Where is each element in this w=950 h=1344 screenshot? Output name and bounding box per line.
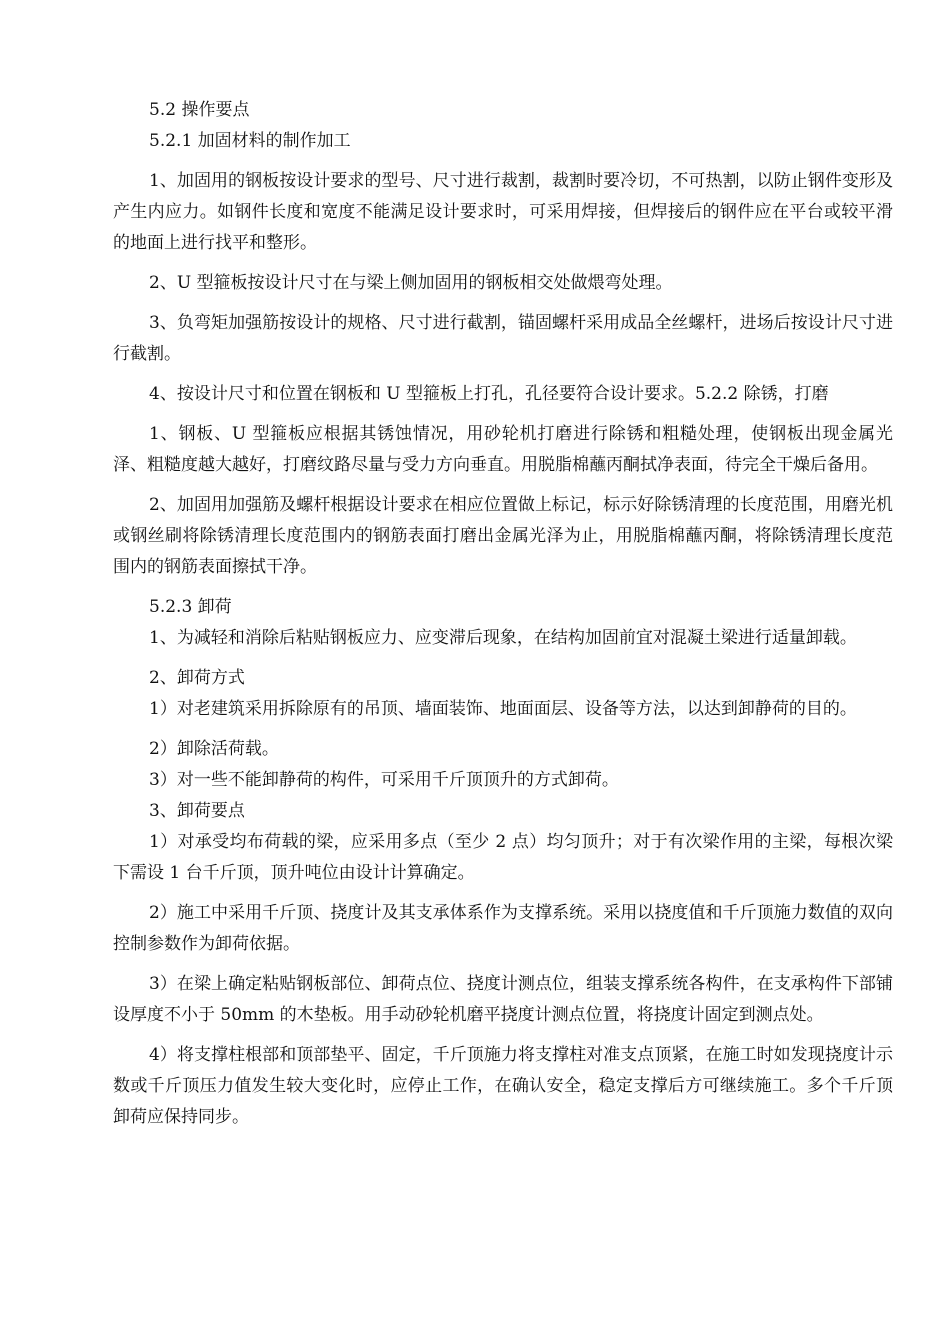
- paragraph: 3、负弯矩加强筋按设计的规格、尺寸进行截割，锚固螺杆采用成品全丝螺杆，进场后按设计尺寸进行截割。: [113, 313, 893, 364]
- paragraph: 2、加固用加强筋及螺杆根据设计要求在相应位置做上标记，标示好除锈清理的长度范围，用磨光机或钢丝刷将除锈清理长度范围内的钢筋表面打磨出金属光泽为止，用脱脂棉蘸丙酮，将除锈清理长度范围内的钢筋表面擦拭干净。: [113, 495, 893, 577]
- paragraph: 1）对老建筑采用拆除原有的吊顶、墙面装饰、地面面层、设备等方法，以达到卸静荷的目的。: [149, 699, 857, 719]
- paragraph: 2、U 型箍板按设计尺寸在与梁上侧加固用的钢板相交处做煨弯处理。: [149, 273, 673, 293]
- paragraph: 2）施工中采用千斤顶、挠度计及其支承体系作为支撑系统。采用以挠度值和千斤顶施力数值的双向控制参数作为卸荷依据。: [113, 903, 893, 954]
- paragraph: 4）将支撑柱根部和顶部垫平、固定，千斤顶施力将支撑柱对准支点顶紧，在施工时如发现挠度计示数或千斤顶压力值发生较大变化时，应停止工作，在确认安全，稳定支撑后方可继续施工。多个千斤顶卸荷应保持同步。: [113, 1045, 893, 1127]
- paragraph: 4、按设计尺寸和位置在钢板和 U 型箍板上打孔，孔径要符合设计要求。5.2.2 除锈，打磨: [149, 384, 829, 404]
- subsection-heading: 5.2.1 加固材料的制作加工: [149, 131, 351, 151]
- paragraph: 3）在梁上确定粘贴钢板部位、卸荷点位、挠度计测点位，组装支撑系统各构件，在支承构件下部铺设厚度不小于 50mm 的木垫板。用手动砂轮机磨平挠度计测点位置，将挠度计固定到测点处。: [113, 974, 893, 1025]
- paragraph: 3、卸荷要点: [149, 801, 245, 821]
- paragraph: 3）对一些不能卸静荷的构件，可采用千斤顶顶升的方式卸荷。: [149, 770, 619, 790]
- subsection-heading: 5.2.3 卸荷: [149, 597, 232, 617]
- section-heading: 5.2 操作要点: [149, 100, 250, 120]
- paragraph: 2）卸除活荷载。: [149, 739, 279, 759]
- paragraph: 1）对承受均布荷载的梁，应采用多点（至少 2 点）均匀顶升；对于有次梁作用的主梁，每根次梁下需设 1 台千斤顶，顶升吨位由设计计算确定。: [113, 832, 893, 883]
- paragraph: 1、钢板、U 型箍板应根据其锈蚀情况，用砂轮机打磨进行除锈和粗糙处理，使钢板出现金属光泽、粗糙度越大越好，打磨纹路尽量与受力方向垂直。用脱脂棉蘸丙酮拭净表面，待完全干燥后备用。: [113, 424, 893, 475]
- paragraph: 1、加固用的钢板按设计要求的型号、尺寸进行裁割，裁割时要冷切，不可热割，以防止钢件变形及产生内应力。如钢件长度和宽度不能满足设计要求时，可采用焊接，但焊接后的钢件应在平台或较平滑的地面上进行找平和整形。: [113, 171, 893, 253]
- paragraph: 2、卸荷方式: [149, 668, 245, 688]
- paragraph: 1、为减轻和消除后粘贴钢板应力、应变滞后现象，在结构加固前宜对混凝土梁进行适量卸载。: [149, 628, 857, 648]
- document-body: [113, 95, 893, 1142]
